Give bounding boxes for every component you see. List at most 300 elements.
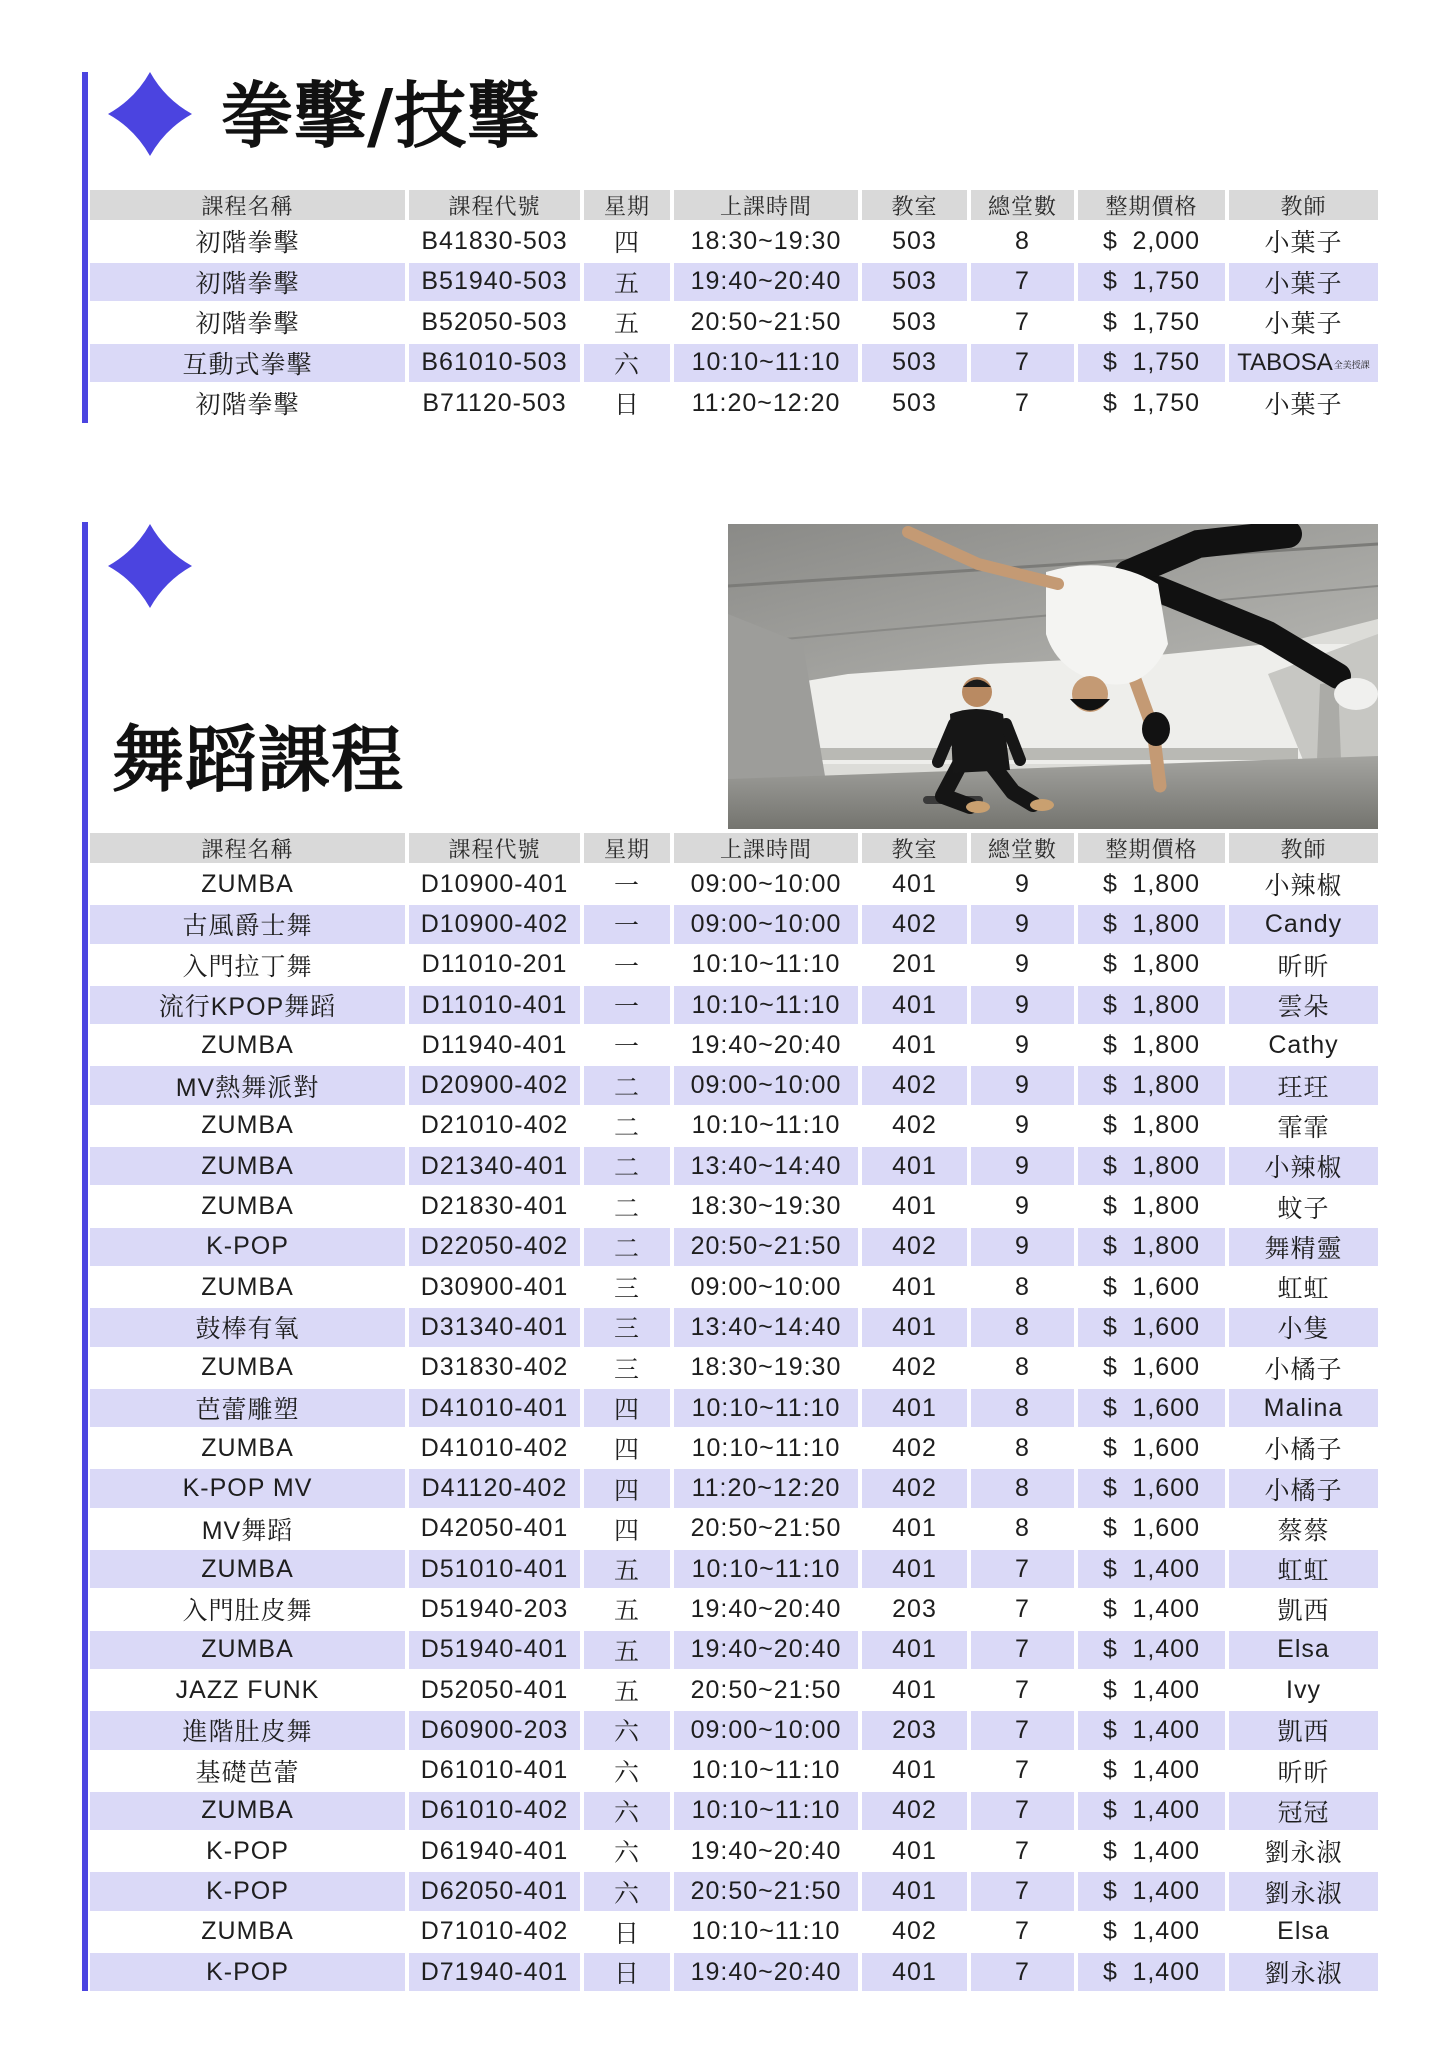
cell-teacher: 玨玨: [1229, 1066, 1378, 1104]
column-header: 教師: [1229, 190, 1378, 220]
cell-code: D21340-401: [409, 1147, 580, 1185]
currency-symbol: $: [1103, 1957, 1118, 1986]
cell-sessions: 7: [971, 1550, 1074, 1588]
cell-name: 初階拳擊: [195, 229, 300, 258]
cell-name: 入門拉丁舞: [182, 952, 313, 981]
cell-code: D31340-401: [409, 1308, 580, 1346]
cell-name: ZUMBA: [90, 1147, 405, 1185]
cell-sessions: 7: [971, 263, 1074, 302]
cell-code: D62050-401: [409, 1872, 580, 1910]
cell-sessions: 8: [1015, 1433, 1030, 1462]
currency-symbol: $: [1103, 307, 1118, 336]
column-header: 課程代號: [409, 833, 580, 863]
table-row: [90, 1308, 1378, 1346]
cell-code: D71010-402: [420, 1917, 569, 1946]
cell-price: [1078, 1953, 1225, 1991]
cell-day: 五: [584, 263, 670, 302]
cell-name: ZUMBA: [201, 869, 294, 898]
cell-time: 13:40~14:40: [674, 1308, 858, 1346]
cell-time: 20:50~21:50: [674, 1872, 858, 1910]
cell-teacher: 劉永淑: [1229, 1872, 1378, 1910]
column-header: 上課時間: [674, 833, 858, 863]
cell-sessions: 8: [971, 1308, 1074, 1346]
cell-day: 五: [584, 1550, 670, 1588]
column-header: 課程名稱: [90, 190, 405, 220]
cell-price: [1078, 905, 1225, 943]
cell-room: 402: [862, 1228, 967, 1266]
cell-code: D21010-402: [420, 1111, 569, 1140]
price-value: 2,000: [1132, 226, 1200, 255]
currency-symbol: $: [1103, 1796, 1118, 1825]
cell-room: 402: [862, 905, 967, 943]
cell-name: ZUMBA: [201, 1272, 294, 1301]
cell-code: B41830-503: [421, 226, 568, 255]
cell-name: K-POP: [90, 1228, 405, 1266]
table-header-row: [90, 833, 1378, 863]
cell-sessions: 9: [1015, 869, 1030, 898]
price-value: 1,600: [1132, 1433, 1200, 1462]
cell-day: 六: [584, 1711, 670, 1749]
cell-code: D30900-401: [420, 1272, 569, 1301]
column-header: 星期: [584, 833, 670, 863]
currency-symbol: $: [1103, 909, 1118, 938]
cell-price: [1078, 1066, 1225, 1104]
cell-code: D52050-401: [420, 1675, 569, 1704]
cell-day: 一: [584, 905, 670, 943]
cell-sessions: 8: [1015, 1272, 1030, 1301]
currency-symbol: $: [1103, 1433, 1118, 1462]
cell-code: D41120-402: [409, 1469, 580, 1507]
cell-time: 10:10~11:10: [691, 1111, 841, 1140]
cell-room: 401: [862, 1147, 967, 1185]
cell-day: 五: [613, 1678, 640, 1707]
table-row: [90, 1671, 1378, 1709]
price-value: 1,800: [1132, 1151, 1200, 1180]
cell-name: ZUMBA: [90, 1550, 405, 1588]
cell-teacher: 蔡蔡: [1277, 1516, 1330, 1545]
cell-teacher: 雲朵: [1229, 986, 1378, 1024]
cell-name: K-POP: [90, 1872, 405, 1910]
cell-room: 401: [892, 1192, 937, 1221]
table-row: [90, 384, 1378, 423]
table-row: [90, 1752, 1378, 1790]
cell-day: 六: [584, 344, 670, 383]
table-row: [90, 1711, 1378, 1749]
cell-sessions: 7: [1015, 1594, 1030, 1623]
cell-name: 互動式拳擊: [90, 344, 405, 383]
cell-name: 古風爵士舞: [90, 905, 405, 943]
table-row: [90, 1469, 1378, 1507]
cell-code: D21830-401: [420, 1192, 569, 1221]
currency-symbol: $: [1103, 950, 1118, 979]
cell-teacher: 小葉子: [1229, 263, 1378, 302]
price-value: 1,400: [1132, 1877, 1200, 1906]
cell-day: 二: [584, 1066, 670, 1104]
cell-time: 09:00~10:00: [690, 1272, 842, 1301]
boxing-schedule-table: [90, 190, 1378, 423]
cell-day: 二: [613, 1113, 640, 1142]
cell-sessions: 7: [1015, 1756, 1030, 1785]
cell-day: 三: [613, 1355, 640, 1384]
price-value: 1,600: [1132, 1393, 1200, 1422]
table-row: [90, 1107, 1378, 1145]
cell-day: 五: [613, 310, 640, 339]
table-row: [90, 1349, 1378, 1387]
cell-time: 10:10~11:10: [674, 1550, 858, 1588]
cell-sessions: 7: [1015, 1917, 1030, 1946]
cell-price: [1078, 986, 1225, 1024]
cell-teacher: 小橘子: [1264, 1436, 1343, 1465]
currency-symbol: $: [1103, 1474, 1118, 1503]
cell-room: 401: [892, 1514, 937, 1543]
cell-price: [1078, 1832, 1225, 1870]
cell-name: ZUMBA: [201, 1353, 294, 1382]
table-row: [90, 1187, 1378, 1225]
cell-day: 一: [584, 986, 670, 1024]
cell-teacher: 小隻: [1229, 1308, 1378, 1346]
cell-day: 日: [613, 1919, 640, 1948]
cell-sessions: 7: [971, 1711, 1074, 1749]
table-row: [90, 1228, 1378, 1266]
cell-room: 402: [892, 1111, 937, 1140]
cell-room: 503: [892, 307, 937, 336]
cell-room: 503: [862, 263, 967, 302]
cell-teacher: 小葉子: [1264, 391, 1343, 420]
table-row: [90, 1268, 1378, 1306]
cell-time: 10:10~11:10: [691, 1433, 841, 1462]
cell-code: D60900-203: [409, 1711, 580, 1749]
cell-price: [1078, 865, 1225, 903]
cell-teacher: 蚊子: [1277, 1194, 1330, 1223]
price-value: 1,400: [1132, 1675, 1200, 1704]
price-value: 1,800: [1132, 1071, 1200, 1100]
currency-symbol: $: [1103, 1393, 1118, 1422]
table-row: [90, 344, 1378, 383]
cell-code: D51940-401: [409, 1631, 580, 1669]
cell-time: 10:10~11:10: [691, 950, 841, 979]
price-value: 1,400: [1132, 1554, 1200, 1583]
cell-name: ZUMBA: [201, 1111, 294, 1140]
cell-sessions: 7: [971, 344, 1074, 383]
table-row: [90, 1389, 1378, 1427]
cell-sessions: 9: [1015, 1030, 1030, 1059]
cell-name: K-POP: [206, 1836, 289, 1865]
cell-room: 401: [892, 869, 937, 898]
cell-day: 日: [584, 1953, 670, 1991]
cell-day: 一: [613, 1033, 640, 1062]
cell-name: 芭蕾雕塑: [90, 1389, 405, 1427]
price-value: 1,400: [1132, 1957, 1200, 1986]
teacher-name: TABOSA: [1237, 348, 1333, 376]
cell-name: MV舞蹈: [201, 1516, 294, 1545]
table-row: [90, 303, 1378, 342]
table-row: [90, 263, 1378, 302]
cell-time: 20:50~21:50: [690, 1514, 842, 1543]
cell-code: D71940-401: [409, 1953, 580, 1991]
cell-price: [1078, 1752, 1225, 1790]
cell-time: 19:40~20:40: [690, 1030, 842, 1059]
table-row: [90, 1026, 1378, 1064]
cell-sessions: 7: [971, 1631, 1074, 1669]
table-row: [90, 1792, 1378, 1830]
cell-price: [1078, 263, 1225, 302]
currency-symbol: $: [1103, 869, 1118, 898]
currency-symbol: $: [1103, 1151, 1118, 1180]
cell-teacher: 昕昕: [1277, 1758, 1330, 1787]
cell-price: [1078, 1187, 1225, 1225]
price-value: 1,750: [1132, 388, 1200, 417]
cell-room: 401: [862, 1631, 967, 1669]
cell-teacher: Elsa: [1229, 1631, 1378, 1669]
cell-sessions: 8: [1015, 1353, 1030, 1382]
cell-sessions: 7: [971, 1872, 1074, 1910]
cell-name: ZUMBA: [201, 1433, 294, 1462]
cell-sessions: 7: [1015, 1675, 1030, 1704]
currency-symbol: $: [1103, 267, 1118, 296]
cell-time: 19:40~20:40: [690, 1594, 842, 1623]
price-value: 1,800: [1132, 950, 1200, 979]
price-value: 1,400: [1132, 1796, 1200, 1825]
cell-code: B52050-503: [421, 307, 568, 336]
cell-room: 503: [892, 226, 937, 255]
cell-day: 六: [613, 1758, 640, 1787]
cell-time: 19:40~20:40: [690, 1836, 842, 1865]
column-header: 課程名稱: [90, 833, 405, 863]
cell-day: 四: [584, 1389, 670, 1427]
price-value: 1,600: [1132, 1514, 1200, 1543]
cell-price: [1078, 303, 1225, 342]
cell-name: ZUMBA: [90, 1792, 405, 1830]
cell-day: 五: [613, 1597, 640, 1626]
cell-sessions: 9: [971, 986, 1074, 1024]
cell-day: 一: [613, 952, 640, 981]
price-value: 1,400: [1132, 1594, 1200, 1623]
cell-price: [1078, 946, 1225, 984]
cell-teacher: 小葉子: [1264, 310, 1343, 339]
cell-time: 10:10~11:10: [691, 1756, 841, 1785]
currency-symbol: $: [1103, 1353, 1118, 1382]
cell-sessions: 9: [971, 1228, 1074, 1266]
cell-time: 10:10~11:10: [691, 1917, 841, 1946]
cell-day: 日: [613, 391, 640, 420]
cell-day: 四: [584, 1469, 670, 1507]
cell-price: [1078, 1147, 1225, 1185]
currency-symbol: $: [1103, 1836, 1118, 1865]
table-header-row: [90, 190, 1378, 220]
cell-teacher: 昕昕: [1277, 952, 1330, 981]
cell-name: 入門肚皮舞: [182, 1597, 313, 1626]
cell-teacher: Elsa: [1277, 1917, 1330, 1946]
diamond-icon: [108, 72, 192, 156]
boxing-section-title: 拳擊/技擊: [221, 74, 541, 158]
cell-teacher: 劉永淑: [1264, 1839, 1343, 1868]
cell-day: 一: [613, 872, 640, 901]
cell-name: ZUMBA: [90, 1631, 405, 1669]
table-row: [90, 222, 1378, 261]
cell-name: 進階肚皮舞: [90, 1711, 405, 1749]
cell-teacher: [1229, 344, 1378, 383]
cell-day: 四: [613, 1436, 640, 1465]
cell-room: 503: [892, 388, 937, 417]
cell-room: 402: [892, 1353, 937, 1382]
cell-day: 六: [584, 1872, 670, 1910]
price-value: 1,600: [1132, 1474, 1200, 1503]
cell-price: [1078, 1308, 1225, 1346]
cell-time: 18:30~19:30: [690, 1353, 842, 1382]
cell-time: 09:00~10:00: [690, 869, 842, 898]
column-header: 總堂數: [971, 833, 1074, 863]
cell-code: D61010-401: [420, 1756, 569, 1785]
cell-price: [1078, 1107, 1225, 1145]
cell-price: [1078, 344, 1225, 383]
cell-code: D11010-401: [409, 986, 580, 1024]
cell-room: 203: [862, 1711, 967, 1749]
cell-price: [1078, 1469, 1225, 1507]
cell-code: D61940-401: [420, 1836, 569, 1865]
cell-room: 402: [862, 1792, 967, 1830]
table-row: [90, 1631, 1378, 1669]
cell-price: [1078, 1550, 1225, 1588]
cell-name: 流行KPOP舞蹈: [90, 986, 405, 1024]
cell-time: 10:10~11:10: [674, 344, 858, 383]
currency-symbol: $: [1103, 1715, 1118, 1744]
cell-time: 20:50~21:50: [674, 1228, 858, 1266]
cell-day: 二: [584, 1147, 670, 1185]
table-row: [90, 1510, 1378, 1548]
price-value: 1,400: [1132, 1635, 1200, 1664]
cell-code: D11940-401: [421, 1030, 568, 1059]
price-value: 1,800: [1132, 1232, 1200, 1261]
cell-room: 401: [892, 1030, 937, 1059]
cell-code: D10900-402: [409, 905, 580, 943]
table-row: [90, 1429, 1378, 1467]
price-value: 1,400: [1132, 1917, 1200, 1946]
cell-teacher: Candy: [1229, 905, 1378, 943]
section-accent-bar: [82, 522, 88, 1991]
column-header: 整期價格: [1078, 190, 1225, 220]
cell-teacher: 霏霏: [1277, 1113, 1330, 1142]
cell-time: 18:30~19:30: [690, 226, 842, 255]
price-value: 1,400: [1132, 1756, 1200, 1785]
cell-room: 401: [892, 1756, 937, 1785]
cell-price: [1078, 222, 1225, 261]
price-value: 1,800: [1132, 869, 1200, 898]
cell-room: 402: [892, 1433, 937, 1462]
currency-symbol: $: [1103, 1030, 1118, 1059]
table-row: [90, 1953, 1378, 1991]
cell-price: [1078, 1792, 1225, 1830]
currency-symbol: $: [1103, 1635, 1118, 1664]
currency-symbol: $: [1103, 1917, 1118, 1946]
cell-time: 20:50~21:50: [690, 1675, 842, 1704]
cell-price: [1078, 1671, 1225, 1709]
cell-sessions: 9: [1015, 1111, 1030, 1140]
cell-teacher: Malina: [1229, 1389, 1378, 1427]
cell-room: 402: [862, 1469, 967, 1507]
cell-time: 10:10~11:10: [674, 1389, 858, 1427]
cell-name: MV熱舞派對: [90, 1066, 405, 1104]
cell-teacher: 凱西: [1277, 1597, 1330, 1626]
cell-room: 401: [892, 1675, 937, 1704]
cell-day: 三: [613, 1275, 640, 1304]
price-value: 1,800: [1132, 909, 1200, 938]
cell-code: D11010-201: [421, 950, 568, 979]
table-row: [90, 1872, 1378, 1910]
price-value: 1,800: [1132, 990, 1200, 1019]
cell-code: D51010-401: [409, 1550, 580, 1588]
cell-teacher: 凱西: [1229, 1711, 1378, 1749]
cell-time: 13:40~14:40: [674, 1147, 858, 1185]
price-value: 1,800: [1132, 1030, 1200, 1059]
column-header: 教室: [862, 190, 967, 220]
column-header: 教師: [1229, 833, 1378, 863]
cell-sessions: 8: [1015, 1514, 1030, 1543]
cell-teacher: 虹虹: [1277, 1275, 1330, 1304]
table-row: [90, 1550, 1378, 1588]
cell-name: K-POP: [90, 1953, 405, 1991]
cell-time: 11:20~12:20: [674, 1469, 858, 1507]
table-row: [90, 1590, 1378, 1628]
cell-price: [1078, 1510, 1225, 1548]
cell-sessions: 7: [971, 1792, 1074, 1830]
column-header: 星期: [584, 190, 670, 220]
cell-name: ZUMBA: [201, 1030, 294, 1059]
cell-code: D10900-401: [420, 869, 569, 898]
cell-teacher: 虹虹: [1229, 1550, 1378, 1588]
column-header: 課程代號: [409, 190, 580, 220]
table-row: [90, 986, 1378, 1024]
currency-symbol: $: [1103, 1071, 1118, 1100]
column-header: 教室: [862, 833, 967, 863]
cell-code: B51940-503: [409, 263, 580, 302]
currency-symbol: $: [1103, 1514, 1118, 1543]
cell-sessions: 8: [971, 1469, 1074, 1507]
price-value: 1,600: [1132, 1312, 1200, 1341]
price-value: 1,800: [1132, 1111, 1200, 1140]
cell-price: [1078, 1026, 1225, 1064]
table-row: [90, 905, 1378, 943]
currency-symbol: $: [1103, 226, 1118, 255]
cell-name: K-POP MV: [90, 1469, 405, 1507]
cell-price: [1078, 1349, 1225, 1387]
currency-symbol: $: [1103, 1675, 1118, 1704]
cell-sessions: 9: [1015, 1192, 1030, 1221]
cell-time: 20:50~21:50: [690, 307, 842, 336]
diamond-icon: [108, 524, 192, 608]
price-value: 1,400: [1132, 1836, 1200, 1865]
dance-photo: [728, 524, 1378, 829]
cell-time: 11:20~12:20: [691, 388, 841, 417]
cell-name: 基礎芭蕾: [195, 1758, 300, 1787]
cell-sessions: 9: [1015, 950, 1030, 979]
cell-room: 401: [862, 1953, 967, 1991]
cell-teacher: 小橘子: [1264, 1355, 1343, 1384]
cell-price: [1078, 384, 1225, 423]
cell-room: 401: [862, 986, 967, 1024]
currency-symbol: $: [1103, 388, 1118, 417]
currency-symbol: $: [1103, 1554, 1118, 1583]
cell-sessions: 9: [971, 1066, 1074, 1104]
cell-day: 三: [584, 1308, 670, 1346]
cell-sessions: 9: [971, 1147, 1074, 1185]
table-row: [90, 1913, 1378, 1951]
currency-symbol: $: [1103, 1232, 1118, 1261]
cell-code: D41010-402: [420, 1433, 569, 1462]
table-row: [90, 1066, 1378, 1104]
cell-day: 二: [613, 1194, 640, 1223]
price-value: 1,400: [1132, 1715, 1200, 1744]
cell-price: [1078, 1913, 1225, 1951]
